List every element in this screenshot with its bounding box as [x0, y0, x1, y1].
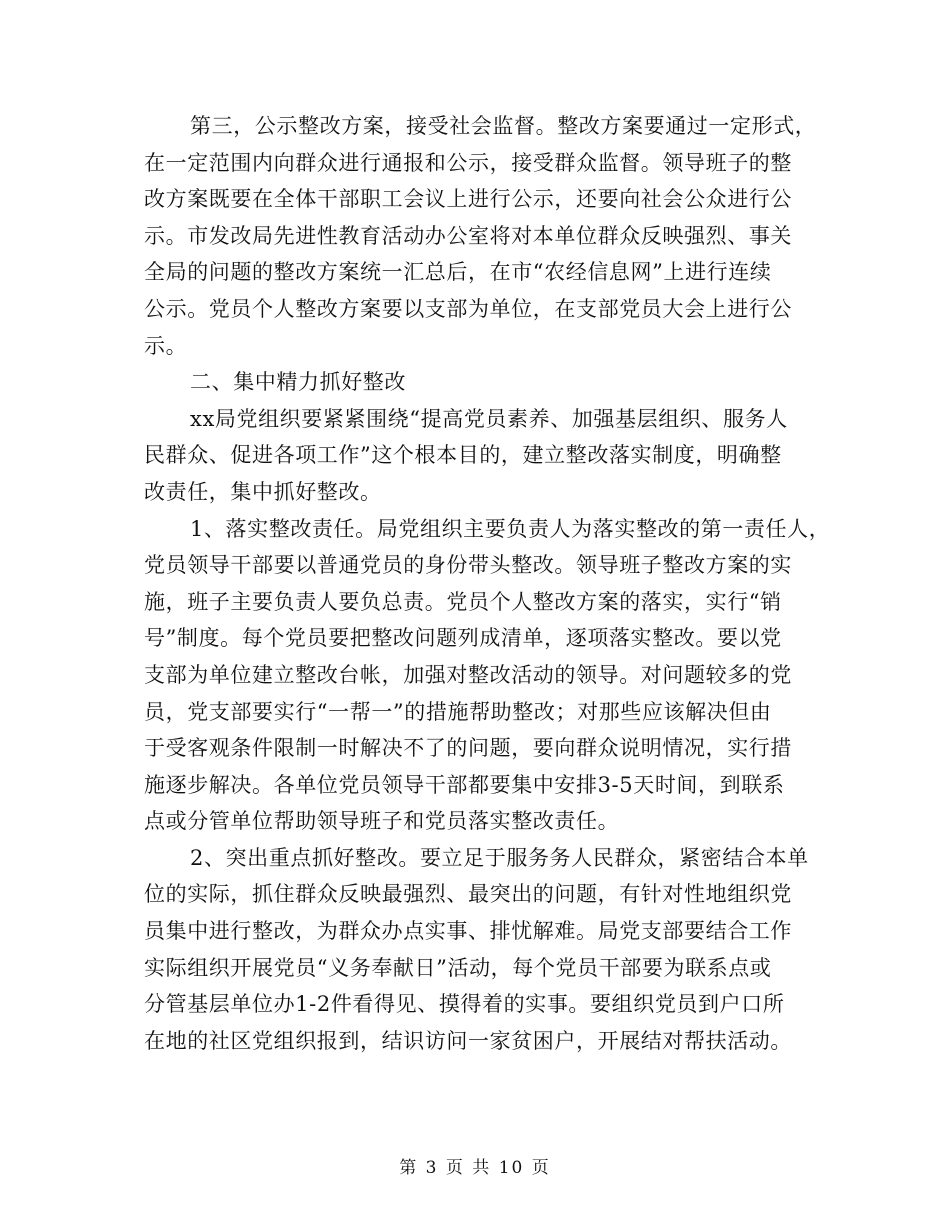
text-line: 2、突出重点抓好整改。要立足于服务务人民群众，紧密结合本单 — [190, 845, 809, 870]
text-line: 实际组织开展党员“义务奉献日”活动，每个党员干部要为联系点或 — [144, 955, 772, 980]
text-line: 分管基层单位办1-2件看得见、摸得着的实事。要组织党员到户口所 — [144, 992, 785, 1017]
text-line: 民群众、促进各项工作”这个根本目的，建立整改落实制度，明确整 — [144, 443, 782, 468]
text-line: 施逐步解决。各单位党员领导干部都要集中安排3-5天时间，到联系 — [144, 772, 785, 797]
text-line: 全局的问题的整改方案统一汇总后，在市“农经信息网”上进行连续 — [144, 260, 772, 285]
text-line: 第三，公示整改方案，接受社会监督。整改方案要通过一定形式， — [190, 114, 817, 138]
page-number-footer: 第 3 页 共 10 页 — [399, 1158, 551, 1178]
text-line: 示。市发改局先进性教育活动办公室将对本单位群众反映强烈、事关 — [144, 223, 792, 248]
text-line: 在地的社区党组织报到，结识访问一家贫困户，开展结对帮扶活动。 — [144, 1028, 792, 1053]
text-line: xx局党组织要紧紧围绕“提高党员素养、加强基层组织、服务人 — [190, 406, 788, 431]
text-line: 党员领导干部要以普通党员的身份带头整改。领导班子整改方案的实 — [144, 553, 792, 578]
text-line: 施，班子主要负责人要负总责。党员个人整改方案的落实，实行“销 — [144, 589, 782, 614]
text-line: 于受客观条件限制一时解决不了的问题，要向群众说明情况，实行措 — [144, 736, 792, 761]
text-line: 员，党支部要实行“一帮一”的措施帮助整改；对那些应该解决但由 — [144, 699, 772, 724]
text-line: 位的实际，抓住群众反映最强烈、最突出的问题，有针对性地组织党 — [144, 882, 792, 907]
text-line: 点或分管单位帮助领导班子和党员落实整改责任。 — [144, 809, 620, 834]
text-line: 示。 — [144, 333, 188, 358]
text-line: 号”制度。每个党员要把整改问题列成清单，逐项落实整改。要以党 — [144, 626, 782, 651]
text-line: 改责任，集中抓好整改。 — [144, 479, 382, 504]
text-line: 在一定范围内向群众进行通报和公示，接受群众监督。领导班子的整 — [144, 150, 792, 175]
text-line: 改方案既要在全体干部职工会议上进行公示，还要向社会公众进行公 — [144, 187, 792, 212]
text-line: 员集中进行整改，为群众办点实事、排忧解难。局党支部要结合工作 — [144, 919, 792, 944]
text-line: 公示。党员个人整改方案要以支部为单位，在支部党员大会上进行公 — [144, 296, 792, 321]
text-line: 支部为单位建立整改台帐，加强对整改活动的领导。对问题较多的党 — [144, 662, 792, 687]
document-body — [144, 108, 831, 1059]
text-line: 1、落实整改责任。局党组织主要负责人为落实整改的第一责任人， — [190, 516, 831, 541]
section-heading: 二、集中精力抓好整改 — [190, 370, 406, 395]
